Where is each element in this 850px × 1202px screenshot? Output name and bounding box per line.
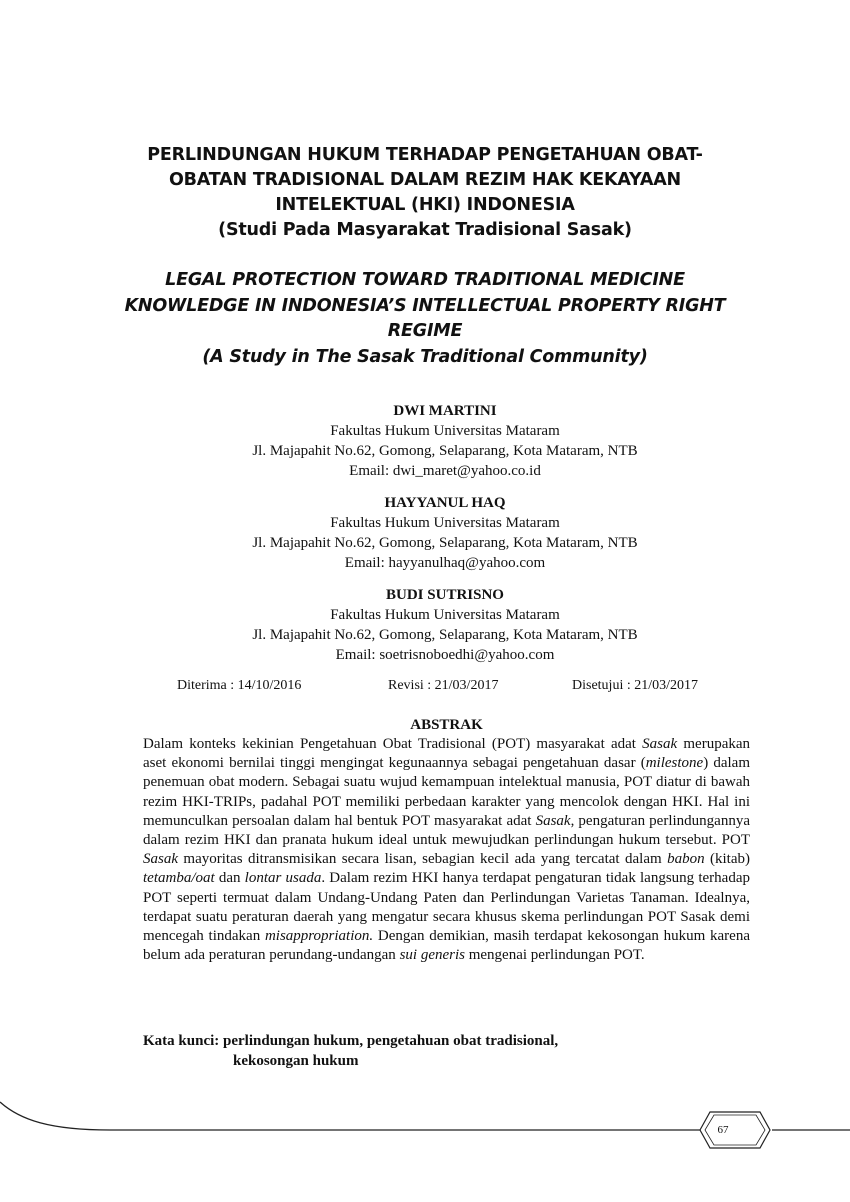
abstract-italic-term: milestone (645, 755, 704, 772)
title-en-line-2: KNOWLEDGE IN INDONESIA’S INTELLECTUAL PROPERTY RIGHT (124, 295, 726, 316)
author-email: Email: soetrisnoboedhi@yahoo.com (335, 647, 555, 663)
page-number: 67 (717, 1124, 729, 1136)
abstract-italic-term: Sasak (143, 851, 178, 868)
author-address: Jl. Majapahit No.62, Gomong, Selaparang, Kota Mataram, NTB (252, 535, 638, 551)
abstract-body (143, 735, 750, 965)
abstract-text-run: . Dalam rezim HKI hanya terdapat pengaturan tidak langsung terhadap POT seperti termuat dalam Undang-Undang Paten dan Perlindungan Varietas Tanaman. Idealnya, terdapat suatu peraturan daerah yang mengatur secara khusus skema perlindungan POT Sasak demi mencegah tindakan (143, 870, 750, 945)
abstract-italic-term: Sasak (642, 736, 678, 752)
title-en-line-4: (A Study in The Sasak Traditional Community) (202, 346, 648, 367)
date-received: Diterima : 14/10/2016 (177, 678, 302, 693)
author-block-2 (140, 493, 750, 573)
keywords-line-2: kekosongan hukum (233, 1053, 359, 1069)
abstract-text-run: ) dalam penemuan obat modern. Sebagai suatu wujud kemampuan intelektual manusia, POT diatur di bawah rezim HKI-TRIPs, padahal POT memiliki perbedaan karakter yang mencolok dengan HKI. Hal ini memunculkan persoalan dalam hal bentuk POT masyarakat adat (143, 755, 750, 829)
author-email: Email: dwi_maret@yahoo.co.id (349, 463, 541, 479)
abstract-text-run: merupakan aset ekonomi bernilai tinggi mengingat kegunaannya sebagai pengetahuan dasar ( (143, 736, 751, 772)
author-address: Jl. Majapahit No.62, Gomong, Selaparang, Kota Mataram, NTB (252, 443, 638, 459)
abstract-text-run: Dalam konteks kekinian Pengetahuan Obat Tradisional (POT) masyarakat adat (143, 736, 643, 752)
title-en-line-1: LEGAL PROTECTION TOWARD TRADITIONAL MEDICINE (165, 270, 685, 290)
keywords-label: Kata kunci: (143, 1033, 220, 1049)
abstract-italic-term: tetamba/oat (143, 870, 215, 887)
abstract-heading: ABSTRAK (410, 717, 483, 733)
author-email: Email: hayyanulhaq@yahoo.com (344, 555, 546, 571)
abstract-text-run: mengenai perlindungan POT. (464, 947, 645, 964)
abstract-italic-term: misappropriation. (264, 928, 374, 945)
date-accepted: Disetujui : 21/03/2017 (572, 678, 698, 693)
abstract-text-run: (kitab) (704, 851, 751, 868)
author-address: Jl. Majapahit No.62, Gomong, Selaparang, Kota Mataram, NTB (252, 627, 638, 643)
abstract-italic-term: babon (667, 851, 705, 868)
abstract-italic-term: Sasak (535, 812, 571, 829)
title-english (120, 268, 730, 370)
author-affiliation: Fakultas Hukum Universitas Mataram (330, 515, 560, 531)
abstract-italic-term: sui generis (399, 947, 465, 964)
title-id-line-1: PERLINDUNGAN HUKUM TERHADAP PENGETAHUAN OBAT- (147, 145, 703, 165)
author-affiliation: Fakultas Hukum Universitas Mataram (330, 607, 560, 623)
title-id-line-2: OBATAN TRADISIONAL DALAM REZIM HAK KEKAYAAN (168, 170, 681, 190)
abstract-text-run: Dengan demikian, masih terdapat kekosongan hukum karena belum ada peraturan perundang-undangan (143, 928, 750, 964)
title-id-line-4: (Studi Pada Masyarakat Tradisional Sasak) (218, 220, 632, 240)
author-name: BUDI SUTRISNO (386, 587, 504, 603)
abstract-text-run: dan (214, 870, 245, 887)
title-indonesian (130, 143, 720, 243)
title-id-line-3: INTELEKTUAL (HKI) INDONESIA (275, 195, 575, 215)
author-block-1 (140, 401, 750, 481)
author-block-3 (140, 585, 750, 665)
author-name: HAYYANUL HAQ (384, 495, 506, 511)
abstract-italic-term: lontar usada (244, 870, 322, 887)
author-name: DWI MARTINI (393, 403, 497, 419)
abstract-text-run: mayoritas ditransmisikan secara lisan, sebagian kecil ada yang tercatat dalam (178, 851, 668, 868)
abstract-text-run: , pengaturan perlindungannya dalam rezim HKI dan pranata hukum ideal untuk mewujudkan perlindungan hukum tersebut. POT (143, 812, 750, 849)
keywords-line-1: perlindungan hukum, pengetahuan obat tradisional, (223, 1033, 559, 1049)
author-affiliation: Fakultas Hukum Universitas Mataram (330, 423, 560, 439)
abstract-paragraph (143, 735, 750, 965)
date-revised: Revisi : 21/03/2017 (388, 678, 499, 693)
keywords (143, 1031, 753, 1071)
title-en-line-3: REGIME (387, 321, 463, 341)
